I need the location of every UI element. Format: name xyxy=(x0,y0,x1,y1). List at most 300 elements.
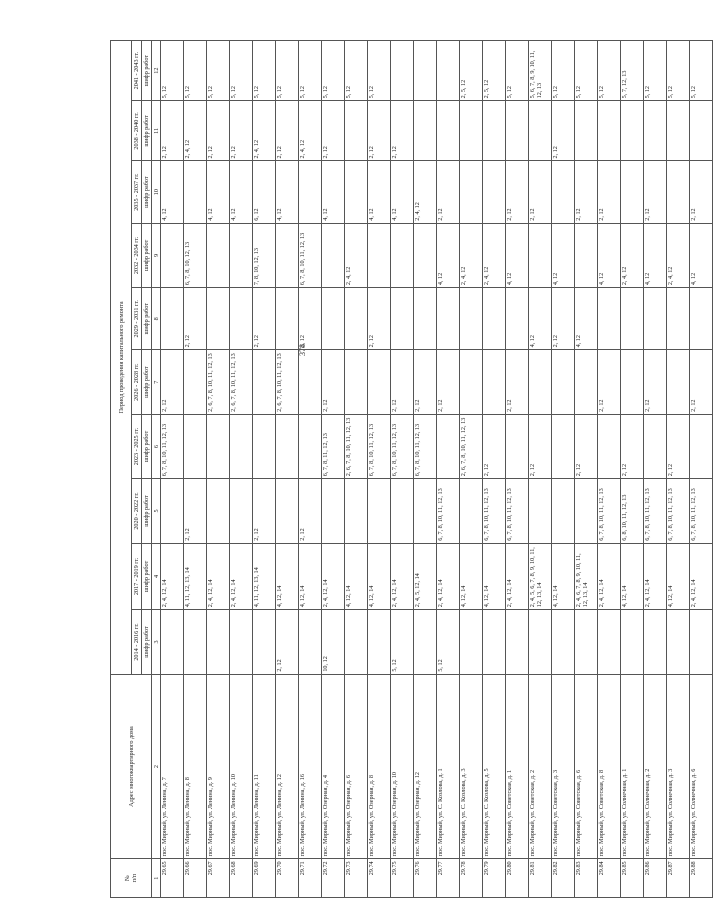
work-code-cell xyxy=(391,288,414,350)
work-code-cell xyxy=(230,414,253,478)
row-address: пос. Мирный, ул. С. Козлова, д. 1 xyxy=(437,674,460,859)
work-code-cell xyxy=(690,610,713,674)
work-code-cell: 2, 4, 12 xyxy=(483,223,506,287)
work-code-cell xyxy=(460,479,483,543)
col-index: 6 xyxy=(152,414,161,478)
work-code-cell: 6, 7, 8, 10, 11, 12, 13 xyxy=(483,479,506,543)
row-address: пос. Мирный, ул. Озерная, д. 6 xyxy=(345,674,368,859)
col-header-years-9: 2038 - 2040 гг. xyxy=(132,101,142,161)
work-code-cell: 2, 12 xyxy=(552,288,575,350)
work-code-cell xyxy=(414,41,437,101)
row-number: 29.81 xyxy=(529,859,552,898)
work-code-cell: 6, 7, 8, 10, 11, 12, 13 xyxy=(414,414,437,478)
work-code-cell: 2, 12 xyxy=(253,288,276,350)
work-code-cell xyxy=(621,610,644,674)
work-code-cell xyxy=(437,288,460,350)
work-code-cell: 4, 12, 14 xyxy=(299,543,322,610)
work-code-cell: 2, 12 xyxy=(575,414,598,478)
work-code-cell xyxy=(529,350,552,414)
work-code-cell: 6, 7, 8, 10, 11, 12, 13 xyxy=(690,479,713,543)
row-address: пос. Мирный, ул. Солнечная, д. 3 xyxy=(667,674,690,859)
work-code-cell xyxy=(552,610,575,674)
col-header-work-code: шифр работ xyxy=(142,610,152,674)
row-number: 29.69 xyxy=(253,859,276,898)
col-index: 11 xyxy=(152,101,161,161)
work-code-cell: 4, 12 xyxy=(506,223,529,287)
work-code-cell xyxy=(644,288,667,350)
col-header-work-code: шифр работ xyxy=(142,161,152,223)
work-code-cell xyxy=(161,479,184,543)
work-code-cell: 2, 12 xyxy=(299,288,322,350)
work-code-cell: 5, 12 xyxy=(207,41,230,101)
work-code-cell: 2, 12 xyxy=(437,350,460,414)
row-number: 29.76 xyxy=(414,859,437,898)
work-code-cell: 5, 12 xyxy=(368,41,391,101)
row-number: 29.67 xyxy=(207,859,230,898)
work-code-cell: 2, 4, 12 xyxy=(414,161,437,223)
row-address: пос. Мирный, ул. Советская, д. 1 xyxy=(506,674,529,859)
table-row xyxy=(345,41,368,898)
row-address: пос. Мирный, ул. Солнечная, д. 2 xyxy=(644,674,667,859)
work-code-cell xyxy=(506,288,529,350)
work-code-cell xyxy=(460,288,483,350)
table-row xyxy=(506,41,529,898)
work-code-cell xyxy=(345,161,368,223)
table-row xyxy=(667,41,690,898)
row-number: 29.85 xyxy=(621,859,644,898)
table-row xyxy=(575,41,598,898)
work-code-cell xyxy=(460,161,483,223)
work-code-cell: 2, 12 xyxy=(161,350,184,414)
row-address: пос. Мирный, ул. Солнечная, д. 1 xyxy=(621,674,644,859)
work-code-cell: 2, 4, 12, 14 xyxy=(598,543,621,610)
work-code-cell xyxy=(621,161,644,223)
col-index: 5 xyxy=(152,479,161,543)
work-code-cell: 6, 7, 8, 10, 11, 12, 13 xyxy=(598,479,621,543)
work-code-cell xyxy=(575,101,598,161)
row-number: 29.86 xyxy=(644,859,667,898)
work-code-cell: 7, 8, 10, 12, 13 xyxy=(253,223,276,287)
work-code-cell xyxy=(184,414,207,478)
work-code-cell xyxy=(506,414,529,478)
row-address: пос. Мирный, ул. Озерная, д. 10 xyxy=(391,674,414,859)
work-code-cell xyxy=(368,350,391,414)
row-number: 29.78 xyxy=(460,859,483,898)
work-code-cell: 2, 4, 12 xyxy=(621,223,644,287)
work-code-cell: 5, 12 xyxy=(161,41,184,101)
col-index: 2 xyxy=(152,674,161,859)
table-row xyxy=(322,41,345,898)
col-header-years-1: 2014 - 2016 гг. xyxy=(132,610,142,674)
row-number: 29.73 xyxy=(345,859,368,898)
work-code-cell: 2, 12 xyxy=(276,101,299,161)
work-code-cell xyxy=(483,101,506,161)
work-code-cell xyxy=(667,350,690,414)
work-code-cell xyxy=(391,41,414,101)
work-code-cell: 2, 12 xyxy=(667,414,690,478)
work-code-cell: 5, 12 xyxy=(391,610,414,674)
table-row xyxy=(529,41,552,898)
work-code-cell xyxy=(483,161,506,223)
work-code-cell xyxy=(483,610,506,674)
row-number: 29.82 xyxy=(552,859,575,898)
work-code-cell: 2, 4, 12, 14 xyxy=(207,543,230,610)
work-code-cell: 2, 5, 12 xyxy=(483,41,506,101)
work-code-cell xyxy=(644,414,667,478)
row-address: пос. Мирный, ул. Советская, д. 2 xyxy=(529,674,552,859)
work-code-cell: 6, 7, 8, 10, 11, 12, 13 xyxy=(437,479,460,543)
work-code-cell: 2, 12 xyxy=(207,101,230,161)
work-code-cell xyxy=(644,101,667,161)
page-number: 378 xyxy=(298,344,307,356)
work-code-cell: 4, 12 xyxy=(575,288,598,350)
work-code-cell xyxy=(506,610,529,674)
row-address: пос. Мирный, ул. Ленина, д. 12 xyxy=(276,674,299,859)
table-row xyxy=(460,41,483,898)
work-code-cell xyxy=(529,610,552,674)
work-code-cell: 6, 7, 8, 10, 11, 12, 13 xyxy=(391,414,414,478)
row-address: пос. Мирный, ул. Ленина, д. 10 xyxy=(230,674,253,859)
work-code-cell: 2, 12 xyxy=(414,350,437,414)
col-index: 12 xyxy=(152,41,161,101)
work-code-cell: 6, 7, 8, 10, 11, 12, 13 xyxy=(644,479,667,543)
work-code-cell xyxy=(276,223,299,287)
work-code-cell xyxy=(368,610,391,674)
work-code-cell: 2, 12 xyxy=(276,610,299,674)
work-code-cell: 2, 12 xyxy=(230,101,253,161)
table-row xyxy=(690,41,713,898)
work-code-cell: 5, 12 xyxy=(598,41,621,101)
work-code-cell: 4, 12 xyxy=(644,223,667,287)
work-code-cell: 2, 12 xyxy=(644,161,667,223)
work-code-cell: 4, 11, 12, 13, 14 xyxy=(253,543,276,610)
col-index: 7 xyxy=(152,350,161,414)
col-header-work-code: шифр работ xyxy=(142,350,152,414)
col-header-years-3: 2020 - 2022 гг. xyxy=(132,479,142,543)
work-code-cell xyxy=(230,479,253,543)
row-address: пос. Мирный, ул. Ленина, д. 16 xyxy=(299,674,322,859)
work-code-cell xyxy=(414,288,437,350)
work-code-cell: 4, 12 xyxy=(276,161,299,223)
row-number: 29.72 xyxy=(322,859,345,898)
work-code-cell xyxy=(345,288,368,350)
work-code-cell xyxy=(299,350,322,414)
row-number: 29.75 xyxy=(391,859,414,898)
work-code-cell: 2, 12 xyxy=(552,101,575,161)
work-code-cell: 4, 12, 14 xyxy=(276,543,299,610)
work-code-cell: 4, 12 xyxy=(230,161,253,223)
work-code-cell: 2, 4, 12, 14 xyxy=(391,543,414,610)
work-code-cell xyxy=(460,350,483,414)
work-code-cell: 2, 12 xyxy=(598,161,621,223)
work-code-cell: 2, 4, 12 xyxy=(667,223,690,287)
row-number: 29.70 xyxy=(276,859,299,898)
work-code-cell xyxy=(207,610,230,674)
work-code-cell xyxy=(621,101,644,161)
col-header-years-7: 2032 - 2034 гг. xyxy=(132,223,142,287)
col-header-work-code: шифр работ xyxy=(142,101,152,161)
work-code-cell xyxy=(322,288,345,350)
work-code-cell: 6, 7, 8, 11, 12, 13 xyxy=(322,414,345,478)
work-code-cell xyxy=(345,101,368,161)
work-code-cell: 10, 12 xyxy=(322,610,345,674)
work-code-cell: 2, 4, 5, 12, 14 xyxy=(414,543,437,610)
work-code-cell xyxy=(552,161,575,223)
col-index: 4 xyxy=(152,543,161,610)
col-header-years-10: 2041 - 2043 гг. xyxy=(132,41,142,101)
work-code-cell xyxy=(207,479,230,543)
work-code-cell: 2, 4, 12 xyxy=(253,101,276,161)
work-code-cell: 2, 6, 7, 8, 10, 11, 12, 13 xyxy=(230,350,253,414)
row-number: 29.84 xyxy=(598,859,621,898)
work-code-cell: 2, 12 xyxy=(253,479,276,543)
work-code-cell xyxy=(184,161,207,223)
work-code-cell xyxy=(598,414,621,478)
work-code-cell: 5, 12 xyxy=(690,41,713,101)
work-code-cell xyxy=(690,414,713,478)
work-code-cell: 5, 12 xyxy=(322,41,345,101)
work-code-cell: 2, 12 xyxy=(483,414,506,478)
work-code-cell: 4, 12, 14 xyxy=(345,543,368,610)
row-number: 29.88 xyxy=(690,859,713,898)
work-code-cell xyxy=(575,350,598,414)
work-code-cell: 2, 12 xyxy=(368,101,391,161)
work-code-cell: 4, 12, 14 xyxy=(667,543,690,610)
work-code-cell xyxy=(299,161,322,223)
work-code-cell xyxy=(414,479,437,543)
work-code-cell xyxy=(667,101,690,161)
work-code-cell xyxy=(552,479,575,543)
col-index: 9 xyxy=(152,223,161,287)
work-code-cell: 2, 5, 12 xyxy=(460,41,483,101)
col-header-work-code: шифр работ xyxy=(142,223,152,287)
row-address: пос. Мирный, ул. Советская, д. 6 xyxy=(575,674,598,859)
work-code-cell: 2, 12 xyxy=(184,479,207,543)
work-code-cell xyxy=(483,288,506,350)
col-header-years-2: 2017 - 2019 гг. xyxy=(132,543,142,610)
row-address: пос. Мирный, ул. Солнечная, д. 6 xyxy=(690,674,713,859)
work-code-cell xyxy=(161,288,184,350)
work-code-cell xyxy=(644,610,667,674)
work-code-cell xyxy=(598,288,621,350)
work-code-cell: 4, 12, 14 xyxy=(621,543,644,610)
work-code-cell xyxy=(299,610,322,674)
col-header-years-4: 2023 - 2025 гг. xyxy=(132,414,142,478)
work-code-cell: 2, 4, 12 xyxy=(299,101,322,161)
work-code-cell: 6, 7, 8, 10, 11, 12, 13 xyxy=(368,414,391,478)
col-index: 10 xyxy=(152,161,161,223)
work-code-cell: 4, 12 xyxy=(529,288,552,350)
work-code-cell: 5, 12 xyxy=(253,41,276,101)
row-number: 29.87 xyxy=(667,859,690,898)
work-code-cell: 4, 12, 14 xyxy=(483,543,506,610)
col-header-years-8: 2035 - 2037 гг. xyxy=(132,161,142,223)
work-code-cell xyxy=(437,41,460,101)
work-code-cell: 2, 6, 7, 8, 10, 11, 12, 13 xyxy=(276,350,299,414)
table-row xyxy=(230,41,253,898)
table-row xyxy=(483,41,506,898)
table-row xyxy=(414,41,437,898)
work-code-cell: 5, 12 xyxy=(345,41,368,101)
row-address: пос. Мирный, ул. Ленина, д. 11 xyxy=(253,674,276,859)
work-code-cell: 2, 4, 12 xyxy=(345,223,368,287)
work-code-cell: 5, 12 xyxy=(575,41,598,101)
table-row xyxy=(253,41,276,898)
work-code-cell xyxy=(529,101,552,161)
col-index: 1 xyxy=(152,859,161,898)
work-code-cell xyxy=(207,223,230,287)
work-code-cell xyxy=(575,610,598,674)
work-code-cell xyxy=(276,288,299,350)
work-code-cell: 2, 12 xyxy=(690,350,713,414)
work-code-cell: 5, 6, 7, 8, 9, 10, 11, 12, 13 xyxy=(529,41,552,101)
row-address: пос. Мирный, ул. Советская, д. 8 xyxy=(598,674,621,859)
table-row xyxy=(299,41,322,898)
work-code-cell: 5, 12 xyxy=(230,41,253,101)
work-code-cell: 2, 4, 6, 7, 8, 9, 10, 11, 12, 13, 14 xyxy=(575,543,598,610)
row-number: 29.65 xyxy=(161,859,184,898)
work-code-cell: 2, 12 xyxy=(184,288,207,350)
work-code-cell xyxy=(621,350,644,414)
work-code-cell: 2, 4, 12, 14 xyxy=(322,543,345,610)
col-header-work-code: шифр работ xyxy=(142,414,152,478)
work-code-cell: 2, 4, 12, 14 xyxy=(644,543,667,610)
col-header-years-6: 2029 - 2031 гг. xyxy=(132,288,142,350)
row-address: пос. Мирный, ул. Ленина, д. 7 xyxy=(161,674,184,859)
table-row xyxy=(368,41,391,898)
work-code-cell: 2, 12 xyxy=(506,350,529,414)
work-code-cell: 2, 12 xyxy=(598,350,621,414)
col-index: 8 xyxy=(152,288,161,350)
col-index: 3 xyxy=(152,610,161,674)
work-code-cell: 2, 12 xyxy=(621,414,644,478)
work-code-cell xyxy=(506,101,529,161)
work-code-cell xyxy=(667,610,690,674)
work-code-cell xyxy=(276,479,299,543)
work-code-cell: 2, 6, 7, 8, 10, 11, 12, 13 xyxy=(345,414,368,478)
work-code-cell: 6, 8, 10, 11, 12, 13 xyxy=(621,479,644,543)
table-row xyxy=(391,41,414,898)
work-code-cell: 2, 12 xyxy=(391,101,414,161)
row-number: 29.77 xyxy=(437,859,460,898)
work-code-cell: 6, 7, 8, 10, 11, 12, 13 xyxy=(506,479,529,543)
work-code-cell: 5, 12 xyxy=(644,41,667,101)
work-code-cell: 5, 12 xyxy=(299,41,322,101)
work-code-cell: 5, 12 xyxy=(506,41,529,101)
work-code-cell xyxy=(667,161,690,223)
work-code-cell: 2, 4, 12, 14 xyxy=(690,543,713,610)
work-code-cell: 4, 12 xyxy=(598,223,621,287)
col-header-period: Период проведения капитального ремонта xyxy=(111,41,132,675)
work-code-cell xyxy=(230,223,253,287)
work-code-cell: 2, 12 xyxy=(368,288,391,350)
table-row xyxy=(184,41,207,898)
table-row xyxy=(552,41,575,898)
work-code-cell xyxy=(161,610,184,674)
work-code-cell xyxy=(414,223,437,287)
work-code-cell: 2, 4, 12 xyxy=(184,101,207,161)
row-number: 29.79 xyxy=(483,859,506,898)
work-code-cell: 4, 12 xyxy=(161,161,184,223)
work-code-cell: 2, 4, 12, 14 xyxy=(161,543,184,610)
work-code-cell: 2, 4, 12, 14 xyxy=(437,543,460,610)
work-code-cell: 4, 12, 14 xyxy=(460,543,483,610)
table-row xyxy=(437,41,460,898)
work-code-cell: 4, 12 xyxy=(437,223,460,287)
work-code-cell: 5, 12 xyxy=(276,41,299,101)
work-code-cell: 4, 11, 12, 13, 14 xyxy=(184,543,207,610)
work-code-cell xyxy=(483,350,506,414)
work-code-cell xyxy=(460,610,483,674)
work-code-cell: 4, 12, 14 xyxy=(552,543,575,610)
col-header-work-code: шифр работ xyxy=(142,543,152,610)
work-code-cell xyxy=(230,610,253,674)
work-code-cell xyxy=(368,479,391,543)
work-code-cell xyxy=(414,101,437,161)
work-code-cell: 2, 12 xyxy=(575,161,598,223)
work-code-cell xyxy=(437,101,460,161)
work-code-cell xyxy=(437,414,460,478)
row-number: 29.80 xyxy=(506,859,529,898)
work-code-cell: 2, 6, 7, 8, 10, 11, 12, 13 xyxy=(207,350,230,414)
col-header-work-code: шифр работ xyxy=(142,479,152,543)
work-code-cell: 5, 12 xyxy=(667,41,690,101)
work-code-cell xyxy=(690,288,713,350)
table-row xyxy=(621,41,644,898)
work-code-cell xyxy=(184,350,207,414)
work-code-cell: 4, 12 xyxy=(322,161,345,223)
work-code-cell: 5, 12 xyxy=(437,610,460,674)
work-code-cell: 2, 12 xyxy=(529,414,552,478)
work-code-cell xyxy=(253,414,276,478)
work-code-cell: 2, 12 xyxy=(391,350,414,414)
work-code-cell xyxy=(276,414,299,478)
table-row xyxy=(644,41,667,898)
work-code-cell xyxy=(391,223,414,287)
work-code-cell xyxy=(460,101,483,161)
work-code-cell: 6, 7, 8, 10, 11, 12, 13 xyxy=(161,414,184,478)
col-header-years-5: 2026 - 2028 гг. xyxy=(132,350,142,414)
row-address: пос. Мирный, ул. Озерная, д. 4 xyxy=(322,674,345,859)
work-code-cell: 2, 12 xyxy=(690,161,713,223)
row-address: пос. Мирный, ул. Советская, д. 3 xyxy=(552,674,575,859)
work-code-cell xyxy=(322,479,345,543)
table-row xyxy=(161,41,184,898)
work-code-cell xyxy=(345,479,368,543)
work-code-cell: 4, 12 xyxy=(391,161,414,223)
work-code-cell: 2, 12 xyxy=(161,101,184,161)
work-code-cell xyxy=(529,479,552,543)
work-code-cell: 4, 12 xyxy=(552,223,575,287)
work-code-cell xyxy=(690,101,713,161)
work-code-cell xyxy=(345,610,368,674)
work-code-cell: 2, 12 xyxy=(322,350,345,414)
col-header-num: № п/п xyxy=(111,859,152,898)
work-code-cell: 5, 12 xyxy=(552,41,575,101)
table-row xyxy=(207,41,230,898)
table-row xyxy=(276,41,299,898)
work-code-cell xyxy=(322,223,345,287)
work-code-cell: 2, 6, 7, 8, 10, 11, 12, 13 xyxy=(460,414,483,478)
work-code-cell: 2, 12 xyxy=(437,161,460,223)
row-address: пос. Мирный, ул. Ленина, д. 9 xyxy=(207,674,230,859)
work-code-cell xyxy=(391,479,414,543)
work-code-cell xyxy=(253,350,276,414)
row-address: пос. Мирный, ул. Озерная, д. 8 xyxy=(368,674,391,859)
work-code-cell: 2, 12 xyxy=(644,350,667,414)
work-code-cell: 4, 12 xyxy=(207,161,230,223)
col-header-work-code: шифр работ xyxy=(142,41,152,101)
